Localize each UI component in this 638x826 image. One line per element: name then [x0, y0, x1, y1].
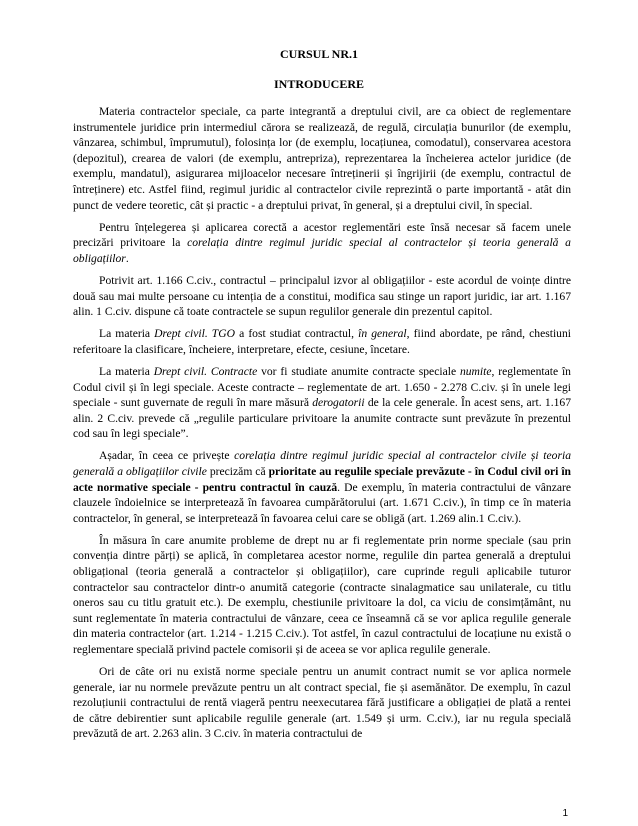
emphasis-text: numite	[459, 364, 492, 378]
emphasis-text: în general	[358, 327, 407, 341]
emphasis-text: Drept civil. TGO	[154, 327, 235, 341]
paragraph-4: La materia Drept civil. TGO a fost studiat contractul, în general, fiind abordate, pe rând, chestiuni referitoare la clasificare, încheiere, interpretare, efecte, cesiune, încetare.	[73, 327, 571, 356]
emphasis-text: corelația dintre regimul juridic special al contractelor civile și teoria generală a obligațiilor civile	[73, 449, 572, 478]
emphasis-text: derogatorii	[312, 396, 365, 410]
page-number: 1	[562, 808, 568, 819]
emphasis-text: Drept civil. Contracte	[153, 364, 258, 378]
paragraph-7: În măsura în care anumite probleme de drept nu ar fi reglementate prin norme speciale (sau prin convenția dintre părți) se aplică, în completarea acestor norme, regulile din partea generală a dreptului obligațional (teoria generală a contractelor și obligațiilor), care cuprinde reguli aplicabile tuturor contractelor sau contractelor dintr-o anumită categorie (contracte sinalagmatice sau unilaterale, cu titlu oneros sau cu titlu gratuit etc.). De exemplu, chestiunile privitoare la dol, ca viciu de consimțământ, nu sunt reglementate în materia contractului de vânzare, ceea ce înseamnă că se vor aplica regulile generale din materia contractelor (art. 1.214 - 1.215 C.civ.). Tot astfel, în cazul contractului de locațiune nu există o reglementare specială privind pactele comisorii și de aceea se vor aplica regulile generale.	[73, 533, 571, 656]
paragraph-3: Potrivit art. 1.166 C.civ., contractul – principalul izvor al obligațiilor - este acordul de voințe dintre două sau mai multe persoane cu intenția de a constitui, modifica sau stinge un raport juridic, iar art. 1.167 alin. 1 C.civ. dispune că toate contractele se supun regulilor generale din prezentul capitol.	[73, 273, 571, 319]
paragraph-2: Pentru înțelegerea și aplicarea corectă a acestor reglementări este însă necesar să facem unele precizări privitoare la corelația dintre regimul juridic special al contractelor și teoria generală a obligațiilor.	[73, 220, 571, 265]
course-title: CURSUL NR.1	[279, 47, 358, 61]
document-body	[73, 104, 571, 749]
paragraph-8: Ori de câte ori nu există norme speciale pentru un anumit contract numit se vor aplica normele generale, iar nu normele prevăzute pentru un alt contract special, fie și asemănător. De exemplu, în cazul rezoluțiunii contractului de rentă viageră pentru neexecutarea fără justificare a obligației de plată a rentei de către debirentier sunt aplicabile regulile generale (art. 1.549 și urm. C.civ.), iar nu regula specială prevăzută de art. 2.263 alin. 3 C.civ. în materia contractului de	[73, 665, 571, 741]
paragraph-1: Materia contractelor speciale, ca parte integrantă a dreptului civil, are ca obiect de reglementare instrumentele juridice prin intermediul cărora se realizează, de regulă, circulația bunurilor (de exemplu, vânzarea, schimbul, împrumutul), folosința lor (de exemplu, locațiunea, comodatul), conservarea acestora (depozitul), crearea de valori (de exemplu, antrepriza), reprezentarea la încheierea actelor juridice (de exemplu, mandatul), asigurarea mijloacelor necesare întreținerii și îngrijirii (de exemplu, contractul de întreținere) etc. Astfel fiind, regimul juridic al contractelor civile reprezintă o parte importantă - atât din punct de vedere teoretic, cât și practic - a dreptului privat, în general, și a dreptului civil, în special.	[73, 105, 571, 212]
paragraph-5: La materia Drept civil. Contracte vor fi studiate anumite contracte speciale numite, reglementate în Codul civil și în legi speciale. Aceste contracte – reglementate de art. 1.650 - 2.278 C.civ. și în unele legi speciale - sunt guvernate de reguli în mare măsură derogatorii de la cele generale. În acest sens, art. 1.167 alin. 2 C.civ. prevede că „regulile particulare privitoare la anumite contracte sunt prevăzute în prezentul cod sau în legi speciale”.	[73, 364, 571, 441]
emphasis-text: corelația dintre regimul juridic special al contractelor și teoria generală a obligațiilor	[73, 236, 571, 265]
paragraph-6: Așadar, în ceea ce privește corelația dintre regimul juridic special al contractelor civile și teoria generală a obligațiilor civile precizăm că prioritate au regulile speciale prevăzute - în Codul civil ori în acte normative speciale - pentru contractul în cauză. De exemplu, în materia contractului de vânzare clauzele îndoielnice se interpretează în favoarea cumpărătorului (art. 1.671 C.civ.), în timp ce în materia contractelor, în general, se interpretează în favoarea celui care se obligă (art. 1.269 alin.1 C.civ.).	[73, 449, 572, 525]
bold-text: prioritate au regulile speciale prevăzute - în Codul civil ori în acte normative speciale - pentru contractul în cauză	[73, 464, 572, 494]
section-title: INTRODUCERE	[273, 77, 364, 91]
